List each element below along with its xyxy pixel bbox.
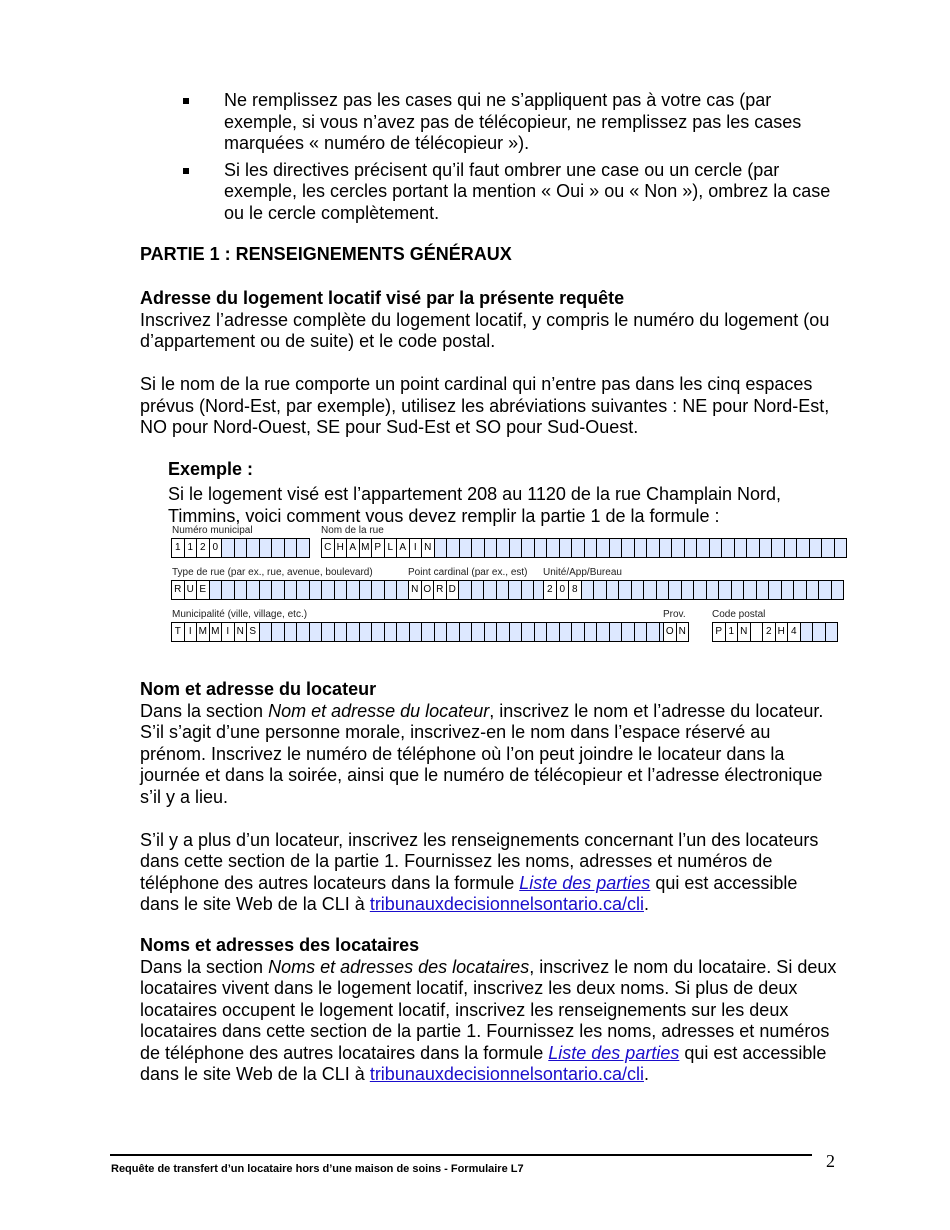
char-box — [285, 539, 298, 557]
char-box — [472, 581, 485, 599]
char-box: N — [409, 581, 422, 599]
list-item-text: Si les directives précisent qu’il faut ombrer une case ou un cercle (par exemple, les cercles portant la mention « Oui » ou « Non »), ombrez la case ou le cercle complètement. — [224, 159, 831, 223]
char-box — [822, 539, 835, 557]
example-text: Si le logement visé est l’appartement 208 au 1120 de la rue Champlain Nord, Timmins, voici comment vous devez remplir la partie 1 de la formule : — [168, 484, 782, 526]
char-box: N — [677, 623, 689, 641]
char-box: R — [434, 581, 447, 599]
list-item — [180, 90, 840, 155]
char-box — [732, 581, 745, 599]
char-box: 0 — [557, 581, 570, 599]
char-box: L — [385, 539, 398, 557]
part-1-title: PARTIE 1 : RENSEIGNEMENTS GÉNÉRAUX — [140, 244, 512, 264]
char-box — [522, 539, 535, 557]
tribunal-website-link[interactable]: tribunauxdecisionnelsontario.ca/cli — [369, 894, 644, 914]
char-box: I — [410, 539, 423, 557]
char-box — [285, 623, 298, 641]
char-box — [582, 581, 595, 599]
address-paragraph-1: Inscrivez l’adresse complète du logement locatif, y compris le numéro du logement (ou d’appartement ou de suite) et le code postal. — [140, 309, 830, 351]
footer-divider — [110, 1154, 812, 1156]
unit-boxes — [543, 580, 844, 600]
char-box: A — [347, 539, 360, 557]
char-box — [497, 623, 510, 641]
char-box — [260, 581, 273, 599]
char-box — [272, 581, 285, 599]
char-box — [485, 623, 498, 641]
char-box: I — [222, 623, 235, 641]
char-box — [447, 623, 460, 641]
text-run: Dans la section — [140, 956, 269, 977]
label-street-type: Type de rue (par ex., rue, avenue, boulevard) — [172, 567, 373, 578]
char-box — [782, 581, 795, 599]
char-box: 4 — [788, 623, 801, 641]
char-box — [497, 539, 510, 557]
char-box — [297, 581, 310, 599]
char-box — [397, 623, 410, 641]
landlord-heading: Nom et adresse du locateur — [140, 679, 377, 699]
label-unit: Unité/App/Bureau — [543, 567, 622, 578]
char-box — [797, 539, 810, 557]
char-box — [597, 623, 610, 641]
char-box — [657, 581, 670, 599]
example-block — [168, 458, 848, 527]
label-direction: Point cardinal (par ex., est) — [408, 567, 528, 578]
char-box — [460, 623, 473, 641]
char-box — [435, 623, 448, 641]
postal-code-boxes — [712, 622, 838, 642]
char-box — [672, 539, 685, 557]
char-box — [682, 581, 695, 599]
bullet-square-icon — [183, 98, 189, 104]
char-box — [335, 581, 348, 599]
char-box: N — [422, 539, 435, 557]
char-box — [757, 581, 770, 599]
char-box: N — [235, 623, 248, 641]
char-box — [769, 581, 782, 599]
char-box — [510, 623, 523, 641]
street-type-boxes — [171, 580, 422, 600]
char-box — [801, 623, 814, 641]
street-number-boxes — [171, 538, 310, 558]
char-box: D — [447, 581, 460, 599]
page-number: 2 — [826, 1151, 835, 1171]
char-box — [647, 539, 660, 557]
char-box — [297, 539, 309, 557]
instructions-list — [180, 90, 840, 229]
section-name-emphasis: Nom et adresse du locateur — [268, 700, 490, 721]
char-box — [385, 623, 398, 641]
char-box — [607, 581, 620, 599]
char-box — [372, 623, 385, 641]
char-box — [751, 623, 764, 641]
char-box — [272, 623, 285, 641]
char-box — [247, 581, 260, 599]
char-box — [807, 581, 820, 599]
char-box — [647, 623, 660, 641]
char-box — [747, 539, 760, 557]
char-box — [585, 623, 598, 641]
char-box — [572, 539, 585, 557]
char-box — [222, 539, 235, 557]
address-section — [140, 288, 840, 439]
char-box — [222, 581, 235, 599]
tenant-paragraph — [140, 957, 840, 1086]
char-box: I — [185, 623, 198, 641]
label-postal-code: Code postal — [712, 609, 766, 620]
text-run: S’il y a plus d’un locateur, inscrivez les renseignements concernant l’un des locateurs dans cette section de la partie 1. Fournissez les noms, adresses et numéros de téléphone des autres locateurs dans la formule — [140, 829, 819, 893]
address-heading: Adresse du logement locatif visé par la présente requête — [140, 288, 625, 308]
street-name-boxes — [321, 538, 847, 558]
char-box: M — [197, 623, 210, 641]
char-box — [335, 623, 348, 641]
char-box — [835, 539, 847, 557]
char-box — [744, 581, 757, 599]
char-box — [785, 539, 798, 557]
char-box — [484, 581, 497, 599]
char-box — [460, 539, 473, 557]
char-box: T — [172, 623, 185, 641]
char-box — [285, 581, 298, 599]
char-box — [772, 539, 785, 557]
char-box: S — [247, 623, 260, 641]
char-box — [594, 581, 607, 599]
char-box — [622, 539, 635, 557]
char-box — [644, 581, 657, 599]
bullet-square-icon — [183, 168, 189, 174]
char-box — [310, 581, 323, 599]
char-box — [260, 623, 273, 641]
char-box — [472, 623, 485, 641]
footer-form-title: Requête de transfert d’un locataire hors d’une maison de soins - Formulaire L7 — [111, 1163, 524, 1175]
example-title: Exemple : — [168, 459, 254, 479]
char-box — [322, 581, 335, 599]
tenant-heading: Noms et adresses des locataires — [140, 935, 420, 955]
char-box — [485, 539, 498, 557]
char-box: P — [713, 623, 726, 641]
list-item-text: Ne remplissez pas les cases qui ne s’appliquent pas à votre cas (par exemple, si vous n’avez pas de télécopieur, ne remplissez pas les cases marquées « numéro de télécopieur »). — [224, 90, 802, 153]
text-run: Dans la section — [140, 700, 269, 721]
label-municipality: Municipalité (ville, village, etc.) — [172, 609, 308, 620]
char-box: M — [210, 623, 223, 641]
list-of-parties-link[interactable]: Liste des parties — [519, 872, 651, 893]
list-of-parties-link[interactable]: Liste des parties — [548, 1042, 680, 1063]
char-box: 2 — [197, 539, 210, 557]
char-box — [669, 581, 682, 599]
char-box: 2 — [763, 623, 776, 641]
char-box — [585, 539, 598, 557]
char-box — [472, 539, 485, 557]
char-box — [660, 539, 673, 557]
char-box — [632, 581, 645, 599]
char-box — [422, 623, 435, 641]
char-box — [794, 581, 807, 599]
char-box: O — [664, 623, 677, 641]
char-box — [510, 539, 523, 557]
char-box — [722, 539, 735, 557]
char-box: H — [776, 623, 789, 641]
char-box: U — [185, 581, 198, 599]
label-street-number: Numéro municipal — [172, 525, 253, 536]
char-box — [385, 581, 398, 599]
char-box — [210, 581, 223, 599]
char-box: P — [372, 539, 385, 557]
char-box — [635, 539, 648, 557]
char-box — [247, 539, 260, 557]
char-box — [459, 581, 472, 599]
char-box — [610, 539, 623, 557]
char-box — [497, 581, 510, 599]
char-box — [435, 539, 448, 557]
char-box — [610, 623, 623, 641]
char-box — [322, 623, 335, 641]
char-box — [694, 581, 707, 599]
address-paragraph-2: Si le nom de la rue comporte un point cardinal qui n’entre pas dans les cinq espaces prévus (Nord-Est, par exemple), utilisez les abréviations suivantes : NE pour Nord-Est, NO pour Nord-Ouest, SE pour Sud-Est et SO pour Sud-Ouest. — [140, 374, 830, 437]
char-box — [347, 623, 360, 641]
char-box — [819, 581, 832, 599]
text-run: qui est accessible dans le site Web de la CLI à — [140, 1042, 827, 1084]
char-box: C — [322, 539, 335, 557]
char-box — [347, 581, 360, 599]
char-box — [597, 539, 610, 557]
char-box: E — [197, 581, 210, 599]
char-box: M — [360, 539, 373, 557]
char-box — [522, 623, 535, 641]
text-run: , inscrivez le nom et l’adresse du locateur. S’il s’agit d’une personne morale, inscrivez-en le nom dans l’espace réservé au prénom. Inscrivez le numéro de téléphone où l’on peut joindre le locateur dans la journée et dans la soirée, ainsi que le numéro de télécopieur et l’adresse électronique s’il y a lieu. — [140, 700, 824, 807]
char-box — [360, 623, 373, 641]
char-box — [707, 581, 720, 599]
text-run: , inscrivez le nom du locataire. Si deux locataires vivent dans le logement locatif, inscrivez les deux noms. Si plus de deux locataires occupent le logement locatif, inscrivez les renseignements sur les deux locataires dans cette section de la partie 1. Fournissez les noms, adresses et numéros de téléphone des autres locataires dans la formule — [140, 956, 837, 1063]
char-box — [522, 581, 535, 599]
char-box: 1 — [726, 623, 739, 641]
char-box — [560, 539, 573, 557]
char-box — [535, 623, 548, 641]
char-box: A — [397, 539, 410, 557]
char-box — [260, 539, 273, 557]
char-box — [710, 539, 723, 557]
char-box — [685, 539, 698, 557]
char-box — [547, 539, 560, 557]
char-box — [826, 623, 838, 641]
char-box: 8 — [569, 581, 582, 599]
section-name-emphasis: Noms et adresses des locataires — [268, 956, 530, 977]
label-street-name: Nom de la rue — [321, 525, 384, 536]
char-box — [635, 623, 648, 641]
char-box: H — [335, 539, 348, 557]
char-box — [410, 623, 423, 641]
char-box — [235, 581, 248, 599]
sample-address-form — [170, 525, 830, 650]
char-box — [719, 581, 732, 599]
char-box — [360, 581, 373, 599]
char-box — [235, 539, 248, 557]
char-box — [572, 623, 585, 641]
char-box — [547, 623, 560, 641]
char-box: 1 — [185, 539, 198, 557]
char-box — [810, 539, 823, 557]
char-box — [509, 581, 522, 599]
text-run: . — [643, 1064, 649, 1084]
landlord-paragraph-2 — [140, 830, 840, 916]
char-box — [297, 623, 310, 641]
label-province: Prov. — [663, 609, 686, 620]
char-box: 1 — [172, 539, 185, 557]
direction-boxes — [408, 580, 547, 600]
landlord-section — [140, 679, 840, 916]
char-box — [310, 623, 323, 641]
char-box: R — [172, 581, 185, 599]
char-box — [535, 539, 548, 557]
landlord-paragraph-1 — [140, 701, 840, 809]
tribunal-website-link[interactable]: tribunauxdecisionnelsontario.ca/cli — [369, 1064, 644, 1084]
text-run: . — [643, 894, 649, 914]
char-box — [622, 623, 635, 641]
char-box — [560, 623, 573, 641]
char-box — [735, 539, 748, 557]
tenant-section — [140, 935, 840, 1086]
list-item — [180, 160, 840, 225]
char-box: 2 — [544, 581, 557, 599]
char-box: N — [738, 623, 751, 641]
text-run: qui est accessible dans le site Web de la CLI à — [140, 872, 798, 914]
char-box: O — [422, 581, 435, 599]
province-boxes — [663, 622, 689, 642]
char-box — [372, 581, 385, 599]
char-box — [272, 539, 285, 557]
char-box — [760, 539, 773, 557]
char-box — [447, 539, 460, 557]
char-box — [697, 539, 710, 557]
char-box — [619, 581, 632, 599]
char-box — [813, 623, 826, 641]
municipality-boxes — [171, 622, 672, 642]
char-box: 0 — [210, 539, 223, 557]
char-box — [832, 581, 844, 599]
